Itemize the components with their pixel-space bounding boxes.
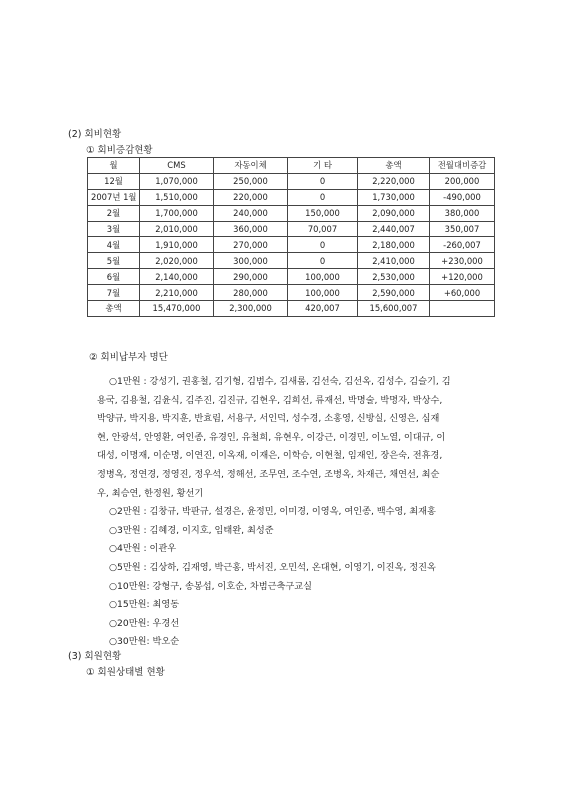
cell-change bbox=[430, 301, 495, 317]
cell-cms: 1,700,000 bbox=[140, 205, 214, 221]
cell-month: 7월 bbox=[88, 285, 140, 301]
header-change: 전월대비증감 bbox=[430, 158, 495, 174]
cell-cms: 2,010,000 bbox=[140, 221, 214, 237]
cell-auto-transfer: 220,000 bbox=[214, 189, 288, 205]
cell-auto-transfer: 300,000 bbox=[214, 253, 288, 269]
section-2-subtitle-payers: ② 회비납부자 명단 bbox=[89, 352, 168, 363]
payer-group-30000: ○3만원 : 김혜경, 이지호, 임태완, 최성준 bbox=[109, 524, 274, 536]
cell-auto-transfer: 250,000 bbox=[214, 173, 288, 189]
payer-line: 박양규, 박지용, 박지훈, 반효림, 서용구, 서인덕, 성수경, 소홍영, 신방실, 신영은, 심재 bbox=[97, 413, 440, 425]
cell-cms: 15,470,000 bbox=[140, 301, 214, 317]
header-other: 기 타 bbox=[288, 158, 358, 174]
cell-other: 70,007 bbox=[288, 221, 358, 237]
table-row bbox=[88, 285, 495, 301]
cell-change: 350,007 bbox=[430, 221, 495, 237]
cell-other: 420,007 bbox=[288, 301, 358, 317]
cell-total: 2,090,000 bbox=[358, 205, 430, 221]
cell-cms: 2,020,000 bbox=[140, 253, 214, 269]
section-2-title: (2) 회비현황 bbox=[68, 129, 122, 140]
payer-line: 우, 최승연, 한정원, 황선기 bbox=[97, 487, 204, 499]
cell-total: 2,590,000 bbox=[358, 285, 430, 301]
cell-change: +230,000 bbox=[430, 253, 495, 269]
payer-list bbox=[97, 373, 519, 652]
table-row bbox=[88, 253, 495, 269]
table-row bbox=[88, 221, 495, 237]
cell-total: 2,180,000 bbox=[358, 237, 430, 253]
cell-total: 1,730,000 bbox=[358, 189, 430, 205]
cell-other: 100,000 bbox=[288, 285, 358, 301]
cell-other: 0 bbox=[288, 173, 358, 189]
table-row bbox=[88, 269, 495, 285]
payer-group-100000: ○10만원: 강형구, 송봉섭, 이호순, 차범근축구교실 bbox=[109, 580, 312, 592]
fee-change-table bbox=[87, 157, 495, 317]
cell-other: 150,000 bbox=[288, 205, 358, 221]
cell-cms: 2,210,000 bbox=[140, 285, 214, 301]
payer-group-200000: ○20만원: 우경선 bbox=[109, 617, 180, 629]
header-cms: CMS bbox=[140, 158, 214, 174]
cell-month: 4월 bbox=[88, 237, 140, 253]
section-2-subtitle-fee-change: ① 회비증감현황 bbox=[86, 145, 153, 156]
cell-change: -260,007 bbox=[430, 237, 495, 253]
cell-cms: 1,910,000 bbox=[140, 237, 214, 253]
table-total-row bbox=[88, 301, 495, 317]
payer-group-50000: ○5만원 : 김상하, 김재영, 박근홍, 박서진, 오민석, 온대현, 이영기, 이진옥, 정진옥 bbox=[109, 561, 436, 573]
section-3-subtitle-member-status: ① 회원상태별 현황 bbox=[86, 667, 165, 678]
cell-auto-transfer: 270,000 bbox=[214, 237, 288, 253]
section-3-title: (3) 회원현황 bbox=[68, 651, 122, 662]
cell-auto-transfer: 290,000 bbox=[214, 269, 288, 285]
cell-total: 2,530,000 bbox=[358, 269, 430, 285]
payer-group-40000: ○4만원 : 이관우 bbox=[109, 543, 177, 555]
payer-group-150000: ○15만원: 최영동 bbox=[109, 599, 180, 611]
table-row bbox=[88, 237, 495, 253]
payer-group-300000: ○30만원: 박오순 bbox=[109, 636, 180, 648]
payer-line: 대성, 이명재, 이순명, 이연진, 이옥재, 이재은, 이학승, 이현철, 임재인, 장은숙, 전휴경, bbox=[97, 450, 443, 462]
cell-cms: 2,140,000 bbox=[140, 269, 214, 285]
table-header-row bbox=[88, 158, 495, 174]
header-auto-transfer: 자동이체 bbox=[214, 158, 288, 174]
cell-change: +120,000 bbox=[430, 269, 495, 285]
header-total: 총액 bbox=[358, 158, 430, 174]
cell-month: 2월 bbox=[88, 205, 140, 221]
cell-month: 총액 bbox=[88, 301, 140, 317]
payer-group-10000 bbox=[97, 373, 519, 503]
cell-cms: 1,070,000 bbox=[140, 173, 214, 189]
cell-month: 6월 bbox=[88, 269, 140, 285]
cell-change: +60,000 bbox=[430, 285, 495, 301]
payer-group-20000: ○2만원 : 김창규, 박판규, 설경은, 윤정민, 이미경, 이영옥, 여인종, 백수영, 최재홍 bbox=[109, 506, 436, 518]
header-month: 월 bbox=[88, 158, 140, 174]
payer-line: ○1만원 : 강성기, 권홍철, 김기형, 김범수, 김새롬, 김선숙, 김선옥, 김성수, 김슬기, 김 bbox=[109, 376, 451, 387]
table-row bbox=[88, 189, 495, 205]
cell-month: 2007년 1월 bbox=[88, 189, 140, 205]
payer-line: 정병옥, 정연경, 정영진, 정우석, 정해선, 조무연, 조수연, 조병옥, 차재근, 채연선, 최순 bbox=[97, 468, 440, 480]
cell-other: 0 bbox=[288, 189, 358, 205]
cell-month: 5월 bbox=[88, 253, 140, 269]
cell-other: 0 bbox=[288, 237, 358, 253]
cell-cms: 1,510,000 bbox=[140, 189, 214, 205]
payer-line: 용국, 김용철, 김윤식, 김주진, 김진규, 김현우, 김희선, 류재선, 박명술, 박명자, 박상수, bbox=[97, 394, 443, 406]
cell-change: -490,000 bbox=[430, 189, 495, 205]
cell-total: 2,440,007 bbox=[358, 221, 430, 237]
cell-month: 12월 bbox=[88, 173, 140, 189]
cell-change: 380,000 bbox=[430, 205, 495, 221]
cell-change: 200,000 bbox=[430, 173, 495, 189]
table-row bbox=[88, 173, 495, 189]
cell-total: 15,600,007 bbox=[358, 301, 430, 317]
cell-month: 3월 bbox=[88, 221, 140, 237]
payer-line: 현, 안광석, 안영환, 여인종, 유경인, 유철희, 유현우, 이강근, 이경민, 이노열, 이대규, 이 bbox=[97, 431, 446, 443]
cell-total: 2,410,000 bbox=[358, 253, 430, 269]
cell-auto-transfer: 280,000 bbox=[214, 285, 288, 301]
table-row bbox=[88, 205, 495, 221]
cell-other: 0 bbox=[288, 253, 358, 269]
cell-auto-transfer: 240,000 bbox=[214, 205, 288, 221]
cell-auto-transfer: 2,300,000 bbox=[214, 301, 288, 317]
cell-auto-transfer: 360,000 bbox=[214, 221, 288, 237]
cell-other: 100,000 bbox=[288, 269, 358, 285]
cell-total: 2,220,000 bbox=[358, 173, 430, 189]
